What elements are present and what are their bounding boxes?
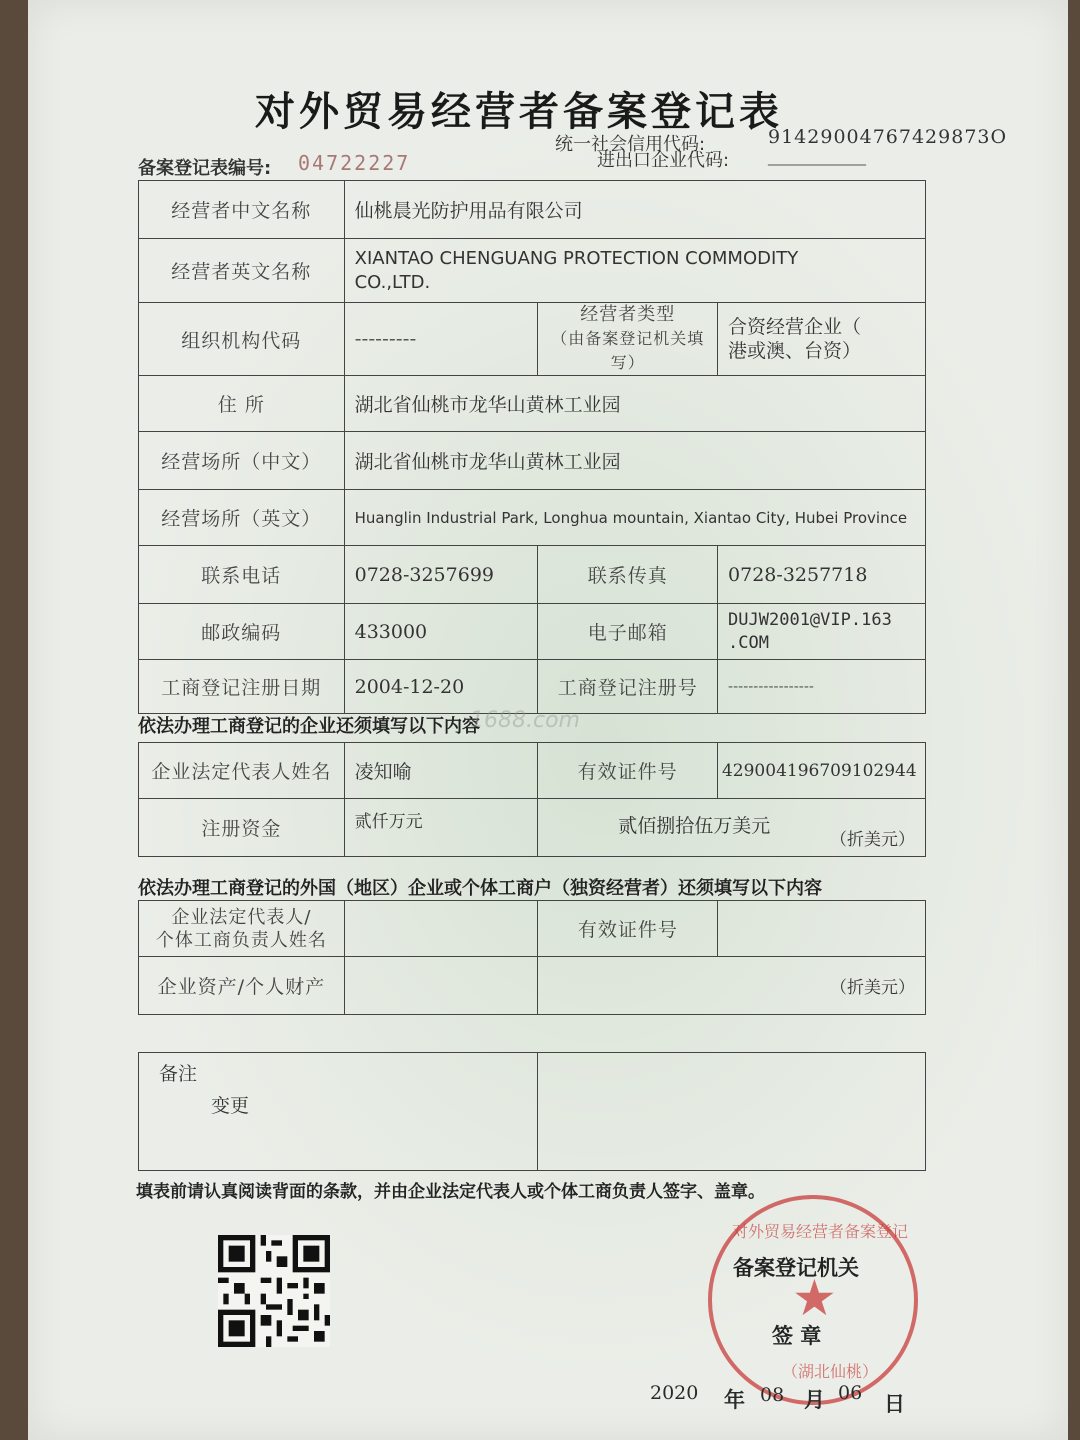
id-value: 429004196709102944	[717, 743, 925, 799]
capital-value: 贰仟万元	[344, 799, 538, 857]
seal-bottom-text: （湖北仙桃）	[782, 1362, 879, 1381]
rep-label-line1: 企业法定代表人/	[171, 906, 312, 928]
date-day: 06	[838, 1382, 863, 1404]
postcode-value: 433000	[344, 604, 538, 660]
org-code-value: ---------	[344, 303, 538, 376]
capital-label: 注册资金	[139, 799, 345, 857]
legal-rep-label: 企业法定代表人姓名	[139, 743, 345, 799]
assets-label: 企业资产/个人财产	[139, 957, 345, 1015]
en-name-line1: XIANTAO CHENGUANG PROTECTION COMMODITY	[354, 247, 799, 269]
site-cn-label: 经营场所（中文）	[139, 432, 345, 490]
email-line2: .COM	[728, 632, 769, 653]
section1-table	[138, 742, 926, 857]
cn-name-label: 经营者中文名称	[139, 181, 345, 239]
phone-value: 0728-3257699	[344, 546, 538, 604]
operator-type-value	[718, 303, 926, 376]
reg-no-value: -----------------	[718, 660, 926, 714]
site-cn-value: 湖北省仙桃市龙华山黄林工业园	[344, 432, 925, 490]
email-line1: DUJW2001@VIP.163	[728, 609, 892, 630]
authority-label: 备案登记机关	[733, 1256, 859, 1280]
seal-label: 签 章	[772, 1324, 822, 1348]
credit-code-value: 91429004767429873O	[768, 126, 1008, 148]
assets-value	[344, 957, 538, 1015]
email-value	[718, 604, 926, 660]
email-label: 电子邮箱	[538, 604, 718, 660]
section1-heading: 依法办理工商登记的企业还须填写以下内容	[138, 716, 480, 737]
cn-name-value: 仙桃晨光防护用品有限公司	[344, 181, 925, 239]
en-name-label: 经营者英文名称	[139, 239, 345, 303]
site-en-value: Huanglin Industrial Park, Longhua mountain, Xiantao City, Hubei Province	[344, 490, 925, 546]
main-info-table	[138, 180, 926, 714]
reg-date-value: 2004-12-20	[344, 660, 538, 714]
id-label: 有效证件号	[538, 743, 718, 799]
operator-type-label	[538, 303, 718, 376]
operator-type-label-line2: （由备案登记机关填写）	[551, 329, 705, 372]
section2-id-value	[718, 901, 926, 957]
watermark: 1688.com	[470, 708, 580, 733]
reg-date-label: 工商登记注册日期	[139, 660, 345, 714]
footer-notice: 填表前请认真阅读背面的条款，并由企业法定代表人或个体工商负责人签字、盖章。	[136, 1182, 765, 1202]
date-month: 08	[760, 1384, 785, 1406]
form-no-value: 04722227	[298, 151, 411, 175]
address-label: 住 所	[139, 376, 345, 432]
document-title: 对外贸易经营者备案登记表	[255, 89, 783, 135]
site-en-label: 经营场所（英文）	[139, 490, 345, 546]
remarks-cell	[139, 1053, 538, 1171]
org-code-label: 组织机构代码	[139, 303, 345, 376]
remarks-label: 备注	[159, 1063, 198, 1085]
ie-code-value: ______________	[768, 150, 866, 166]
remarks-content	[538, 1053, 926, 1171]
capital-usd-note: （折美元）	[830, 830, 915, 850]
section2-id-label: 有效证件号	[538, 901, 718, 957]
date-month-unit: 月	[804, 1388, 825, 1412]
seal-text: 对外贸易经营者备案登记	[732, 1222, 909, 1241]
date-year: 2020	[650, 1382, 699, 1404]
remarks-table	[138, 1052, 926, 1171]
en-name-line2: CO.,LTD.	[354, 271, 431, 293]
phone-label: 联系电话	[139, 546, 345, 604]
reg-no-label: 工商登记注册号	[538, 660, 718, 714]
remarks-change: 变更	[211, 1095, 250, 1117]
date-year-unit: 年	[724, 1388, 745, 1412]
qr-code	[218, 1235, 330, 1347]
date-day-unit: 日	[884, 1392, 905, 1416]
en-name-value	[344, 239, 925, 303]
form-no-label: 备案登记表编号:	[138, 158, 272, 179]
rep-label	[139, 901, 345, 957]
capital-usd-cell	[538, 799, 926, 857]
rep-label-line2: 个体工商负责人姓名	[155, 929, 327, 951]
fax-value: 0728-3257718	[718, 546, 926, 604]
section2-heading: 依法办理工商登记的外国（地区）企业或个体工商户（独资经营者）还须填写以下内容	[138, 878, 822, 899]
rep-value	[344, 901, 538, 957]
fax-label: 联系传真	[538, 546, 718, 604]
section2-table	[138, 900, 926, 1015]
credit-code-label: 统一社会信用代码:	[555, 134, 706, 155]
operator-type-value-line1: 合资经营企业（	[728, 316, 862, 338]
address-value: 湖北省仙桃市龙华山黄林工业园	[344, 376, 925, 432]
operator-type-value-line2: 港或澳、台资）	[728, 340, 862, 362]
postcode-label: 邮政编码	[139, 604, 345, 660]
capital-usd-value: 贰佰捌拾伍万美元	[618, 815, 771, 837]
official-seal	[708, 1195, 918, 1405]
ie-code-label: 进出口企业代码:	[597, 150, 730, 171]
assets-note: （折美元）	[538, 957, 926, 1015]
seal-star-icon: ★	[792, 1269, 837, 1327]
operator-type-label-line1: 经营者类型	[580, 304, 676, 325]
legal-rep-value: 凌知喻	[344, 743, 538, 799]
